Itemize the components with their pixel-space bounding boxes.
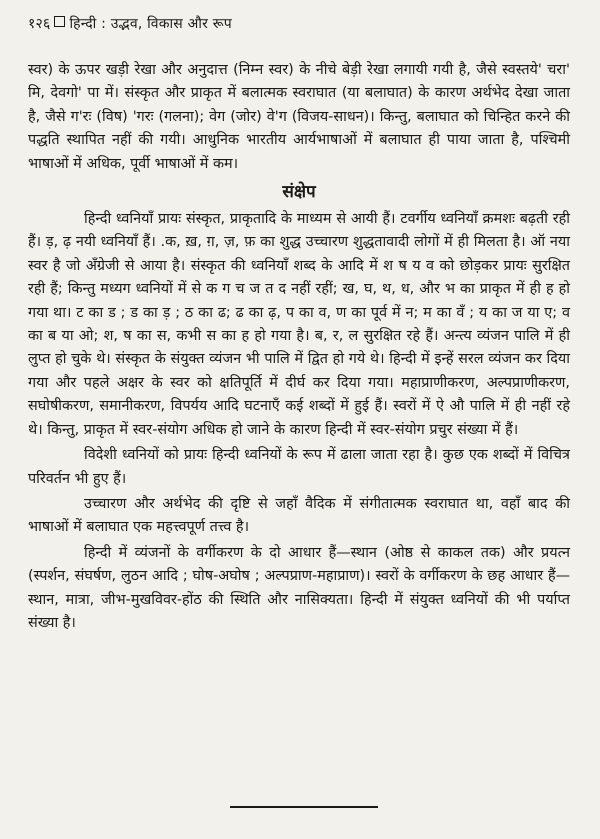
summary-paragraph-4: हिन्दी में व्यंजनों के वर्गीकरण के दो आधार हैं—स्थान (ओष्ठ से काकल तक) और प्रयत्न (स्पर्शन, संघर्षण, लुठन आदि ; घोष-अघोष ; अल्पप्राण-महाप्राण)। स्वरों के वर्गीकरण के छह आधार हैं—स्थान, मात्रा, जीभ-मुखविवर-होंठ की स्थिति और नासिक्यता। हिन्दी में संयुक्त ध्वनियों की भी पर्याप्त संख्या है।	[28, 544, 570, 631]
book-title: हिन्दी : उद्भव, विकास और रूप	[69, 16, 232, 32]
square-ornament-icon	[54, 16, 65, 27]
page-number: १२६	[28, 16, 51, 32]
summary-paragraph-3: उच्चारण और अर्थभेद की दृष्टि से जहाँ वैदिक में संगीतात्मक स्वराघात था, वहाँ बाद की भाषाओं में बलाघात एक महत्त्वपूर्ण तत्त्व है।	[28, 495, 570, 536]
end-rule	[230, 806, 378, 808]
summary-paragraph-1: हिन्दी ध्वनियाँ प्रायः संस्कृत, प्राकृतादि के माध्यम से आयी हैं। टवर्गीय ध्वनियाँ क्रमशः बढ़ती रही हैं। ड़, ढ़ नयी ध्वनियाँ हैं। .क, ख़, ग़, ज़, फ़ का शुद्ध उच्चारण शुद्धतावादी लोगों में ही मिलता है। ऑ नया स्वर है जो अँग्रेजी से आया है। संस्कृत की ध्वनियाँ शब्द के आदि में श ष य व को छोड़कर प्रायः सुरक्षित रही हैं; किन्तु मध्यग ध्वनियों में से क ग च ज त द नहीं रहीं; ख, घ, थ, ध, और भ का प्राकृत में ही ह हो गया था। ट का ड ; ड का ड़ ; ठ का ढ; ढ का ढ़, प का व, ण का पूर्व में न; म का वँ ; य का ज या ए; व का ब या ओ; श, ष का स, कभी स का ह हो गया है। ब, र, ल सुरक्षित रहे हैं। अन्त्य व्यंजन पालि में ही लुप्त हो चुके थे। संस्कृत के संयुक्त व्यंजन भी पालि में द्वित हो गये थे। हिन्दी में इन्हें सरल व्यंजन कर दिया गया और पहले अक्षर के स्वर को क्षतिपूर्ति में दीर्घ कर दिया गया। महाप्राणीकरण, अल्पप्राणीकरण, सघोषीकरण, समानीकरण, विपर्यय आदि घटनाएँ कई शब्दों में हुई हैं। स्वरों में ऐ औ पालि में ही नहीं रहे थे। किन्तु, प्राकृत में स्वर-संयोग अधिक हो जाने के कारण हिन्दी में स्वर-संयोग प्रचुर संख्या में हैं।	[28, 211, 570, 438]
running-header	[28, 14, 570, 33]
section-heading: संक्षेप	[282, 182, 316, 203]
summary-paragraph-2: विदेशी ध्वनियों को प्रायः हिन्दी ध्वनियों के रूप में ढाला जाता रहा है। कुछ एक शब्दों में विचित्र परिवर्तन भी हुए हैं।	[28, 447, 570, 487]
intro-paragraph: स्वर) के ऊपर खड़ी रेखा और अनुदात्त (निम्न स्वर) के नीचे बेड़ी रेखा लगायी गयी है, जैसे स्वस्तये' चरा' मि, देवगो' पा में। संस्कृत और प्राकृत में बलात्मक स्वराघात (या बलाघात) के कारण अर्थभेद देखा जाता है, जैसे ग'रः (विष) 'गरः (गलना); वेग (जोर) वे'ग (विजय-साधन)। किन्तु, बलाघात को चिन्हित करने की पद्धति स्थापित नहीं की गयी। आधुनिक भारतीय आर्यभाषाओं में बलाघात ही पाया जाता है, पश्चिमी भाषाओं में अधिक, पूर्वी भाषाओं में कम।	[28, 62, 570, 172]
